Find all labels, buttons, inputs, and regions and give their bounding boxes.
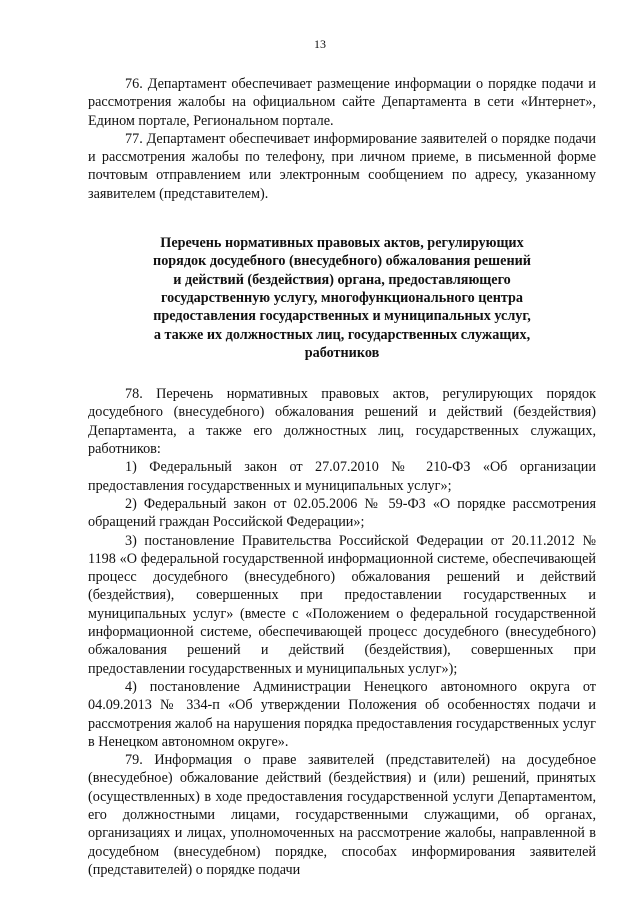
list-item-3: 3) постановление Правительства Российской Федерации от 20.11.2012 № 1198 «О федеральной государственной информационной системе, обеспечивающей процесс досудебного (внесудебного) обжалования решений и действий (бездействия), совершенных при предоставлении государственных и муниципальных услуг» (вместе с «Положением о федеральной государственной информационной системе, обеспечивающей процесс досудебного (внесудебного) обжалования решений и действий (бездействия), совершенных при предоставлении государственных и муниципальных услуг»); — [88, 532, 596, 677]
paragraph-78: 78. Перечень нормативных правовых актов, регулирующих порядок досудебного (внесудебного) обжалования решений и действий (бездействия) Департамента, а также его должностных лиц, государственных служащих, работников: — [88, 386, 596, 458]
section-heading: Перечень нормативных правовых актов, регулирующих порядок досудебного (внесудебного) обжалования решений и действий (бездействия) органа, предоставляющего государственную услугу, многофункционального центра предоставления государственных и муниципальных услуг, а также их должностных лиц, государственных служащих, работников — [153, 235, 531, 361]
document-body — [88, 75, 596, 879]
paragraph-77: 77. Департамент обеспечивает информирование заявителей о порядке подачи и рассмотрения жалобы по телефону, при личном приеме, в письменной форме почтовым отправлением или электронным сообщением по адресу, указанному заявителем (представителем). — [88, 130, 596, 202]
paragraph-76: 76. Департамент обеспечивает размещение информации о порядке подачи и рассмотрения жалобы на официальном сайте Департамента в сети «Интернет», Едином портале, Региональном портале. — [88, 76, 596, 129]
paragraph-79: 79. Информация о праве заявителей (представителей) на досудебное (внесудебное) обжалование действий (бездействия) и (или) решений, принятых (осуществленных) в ходе предоставления государственной услуги Департаментом, его должностными лицами, государственными служащими, об органах, организациях и лицах, уполномоченных на рассмотрение жалобы, направленной в досудебном (внесудебном) порядке, способах информирования заявителей (представителей) о порядке подачи — [88, 752, 596, 878]
page-number: 13 — [314, 37, 326, 51]
list-item-1: 1) Федеральный закон от 27.07.2010 № 210-ФЗ «Об организации предоставления государственных и муниципальных услуг»; — [88, 459, 596, 494]
list-item-4: 4) постановление Администрации Ненецкого автономного округа от 04.09.2013 № 334-п «Об утверждении Положения об особенностях подачи и рассмотрения жалоб на нарушения порядка предоставления государственных услуг в Ненецком автономном округе». — [88, 678, 596, 750]
list-item-2: 2) Федеральный закон от 02.05.2006 № 59-ФЗ «О порядке рассмотрения обращений граждан Российской Федерации»; — [88, 495, 596, 531]
